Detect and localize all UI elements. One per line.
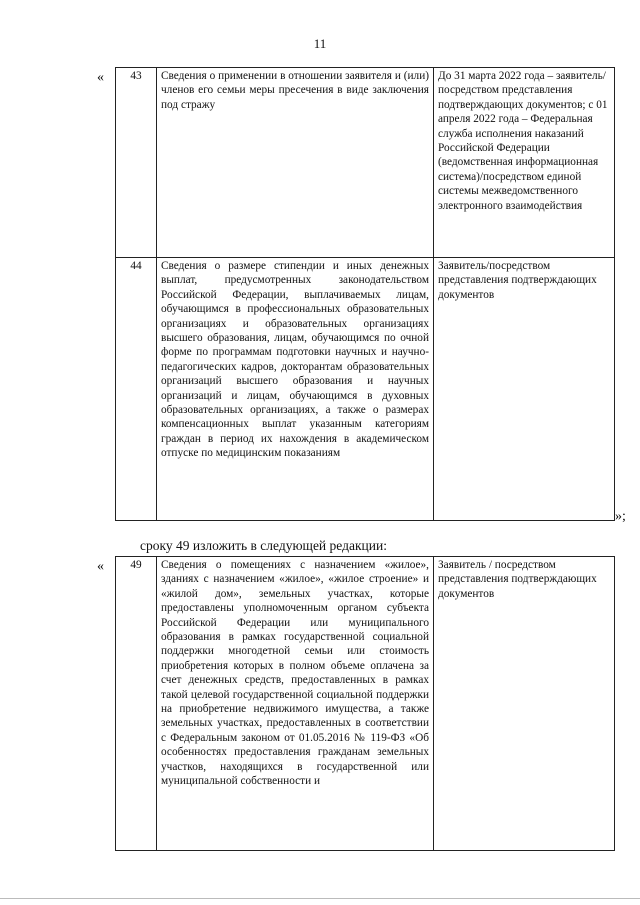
page-bottom-edge [0, 898, 640, 899]
row-number: 49 [116, 557, 157, 851]
table-row [116, 557, 615, 851]
amendment-intro-text: сроку 49 изложить в следующей редакции: [140, 538, 387, 553]
table-row [116, 68, 615, 258]
closing-quote: »; [615, 509, 626, 524]
row-description: Сведения о помещениях с назначением «жилое», зданиях с назначением «жилое», «жилое строение» и «жилой дом», земельных участках, которые предоставлены уполномоченным органом субъекта Российской Федерации или муниципального образования в рамках государственной социальной поддержки многодетной семьи или стоимость приобретения которых в полном объеме оплачена за счет денежных средств, предоставленных в рамках такой целевой государственной социальной поддержки на приобретение недвижимого имущества, а также земельных участках, предоставленных в соответствии с Федеральным законом от 01.05.2016 № 119-ФЗ «Об особенностях предоставления гражданам земельных участков, находящихся в государственной или муниципальной собственности и [157, 557, 434, 851]
row-source: Заявитель/посредством представления подтверждающих документов [434, 258, 615, 521]
row-description: Сведения о применении в отношении заявителя и (или) членов его семьи меры пресечения в виде заключения под стражу [157, 68, 434, 258]
page-number: 11 [313, 36, 327, 51]
amendment-table-part-1 [115, 67, 615, 521]
opening-quote: « [97, 559, 104, 574]
row-number: 43 [116, 68, 157, 258]
row-number: 44 [116, 258, 157, 521]
row-source: Заявитель / посредством представления подтверждающих документов [434, 557, 615, 851]
row-description: Сведения о размере стипендии и иных денежных выплат, предусмотренных законодательством Российской Федерации, выплачиваемых лицам, обучающимся в профессиональных образовательных организациях и образовательных организациях высшего образования, лицам, обучающимся по очной форме по программам подготовки научных и научно-педагогических кадров, докторантам образовательных организаций высшего образования и научных организаций и лицам, обучающимся в духовных образовательных организациях, а также о размерах компенсационных выплат указанным категориям граждан в период их нахождения в академическом отпуске по медицинским показаниям [157, 258, 434, 521]
amendment-table-part-2 [115, 556, 615, 851]
opening-quote: « [97, 70, 104, 85]
table-row [116, 258, 615, 521]
row-source: До 31 марта 2022 года – заявитель/посредством представления подтверждающих документов; с 01 апреля 2022 года – Федеральная служба исполнения наказаний Российской Федерации (ведомственная информационная система)/посредством единой системы межведомственного электронного взаимодействия [434, 68, 615, 258]
